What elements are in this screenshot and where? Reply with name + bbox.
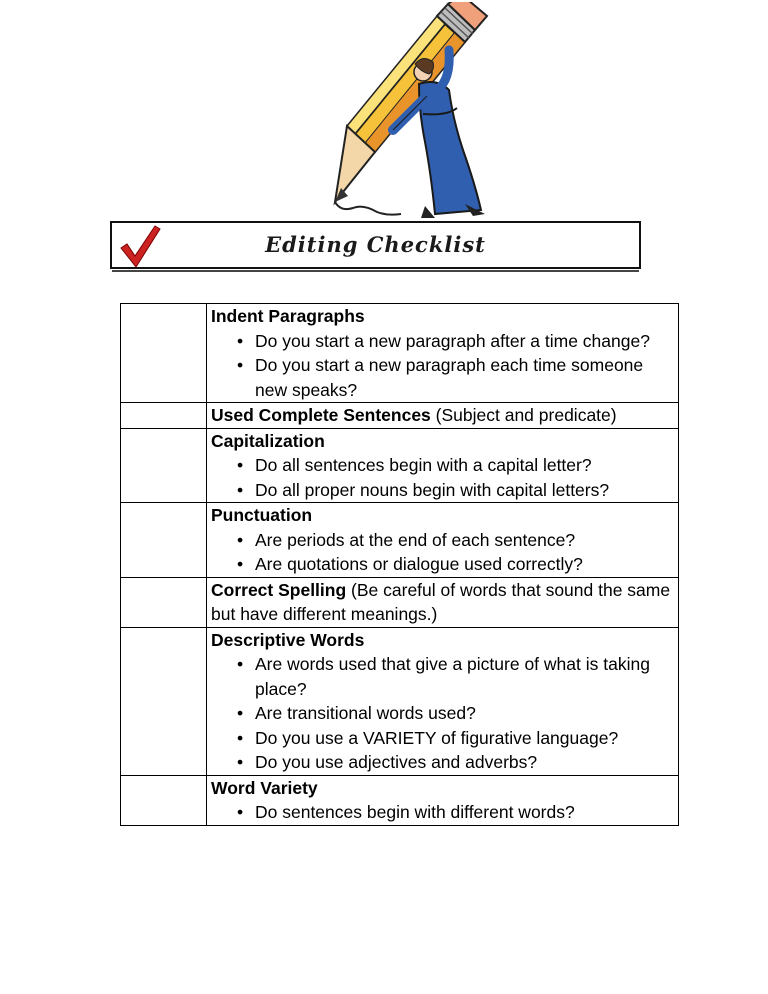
bullet-question: • Do you start a new paragraph each time someone new speaks? xyxy=(255,353,674,402)
item-detail: (Subject and predicate) xyxy=(430,405,617,425)
item-heading: Correct Spelling xyxy=(211,579,347,600)
bullet-question: • Are periods at the end of each sentence? xyxy=(255,528,674,553)
item-heading: Punctuation xyxy=(211,505,313,525)
bullet-question: • Do you use a VARIETY of figurative language? xyxy=(255,726,674,751)
checklist-item-cell xyxy=(207,775,679,825)
checklist-row xyxy=(121,775,679,825)
item-detail: (Be careful of words that sound the same but have different meanings.) xyxy=(211,579,671,624)
item-bullets xyxy=(211,652,674,775)
check-box-cell[interactable] xyxy=(121,577,207,627)
checklist-banner xyxy=(110,221,641,269)
check-box-cell[interactable] xyxy=(121,775,207,825)
checklist-item-cell xyxy=(207,627,679,775)
check-box-cell[interactable] xyxy=(121,627,207,775)
check-box-cell[interactable] xyxy=(121,403,207,429)
item-bullets xyxy=(211,800,674,825)
bullet-question: • Are quotations or dialogue used correctly? xyxy=(255,552,674,577)
checklist-row xyxy=(121,403,679,429)
item-heading: Descriptive Words xyxy=(211,629,365,650)
checklist-row xyxy=(121,304,679,403)
checklist-item-cell xyxy=(207,577,679,627)
bullet-question: • Do you start a new paragraph after a time change? xyxy=(255,329,674,354)
checklist-item-cell xyxy=(207,403,679,429)
item-bullets xyxy=(211,528,674,577)
bullet-question: • Do you use adjectives and adverbs? xyxy=(255,750,674,775)
item-heading: Capitalization xyxy=(211,430,325,451)
bullet-question: • Do all proper nouns begin with capital letters? xyxy=(255,478,674,503)
check-box-cell[interactable] xyxy=(121,428,207,503)
item-heading: Indent Paragraphs xyxy=(211,306,365,326)
checklist-row xyxy=(121,627,679,775)
bullet-question: • Do sentences begin with different words? xyxy=(255,800,674,825)
bullet-question: • Are transitional words used? xyxy=(255,701,674,726)
checklist-row xyxy=(121,577,679,627)
item-heading: Word Variety xyxy=(211,777,318,798)
pencil-woman-illustration xyxy=(315,2,495,224)
checklist-row xyxy=(121,428,679,503)
bullet-question: • Are words used that give a picture of what is taking place? xyxy=(255,652,674,701)
check-box-cell[interactable] xyxy=(121,503,207,578)
bullet-question: • Do all sentences begin with a capital letter? xyxy=(255,453,674,478)
checklist-item-cell xyxy=(207,304,679,403)
item-heading: Used Complete Sentences xyxy=(211,405,431,425)
editing-checklist-table xyxy=(120,303,679,826)
checklist-row xyxy=(121,503,679,578)
banner-title: Editing Checklist xyxy=(265,232,486,257)
item-bullets xyxy=(211,453,674,502)
check-box-cell[interactable] xyxy=(121,304,207,403)
item-bullets xyxy=(211,329,674,403)
checklist-item-cell xyxy=(207,428,679,503)
checklist-item-cell xyxy=(207,503,679,578)
